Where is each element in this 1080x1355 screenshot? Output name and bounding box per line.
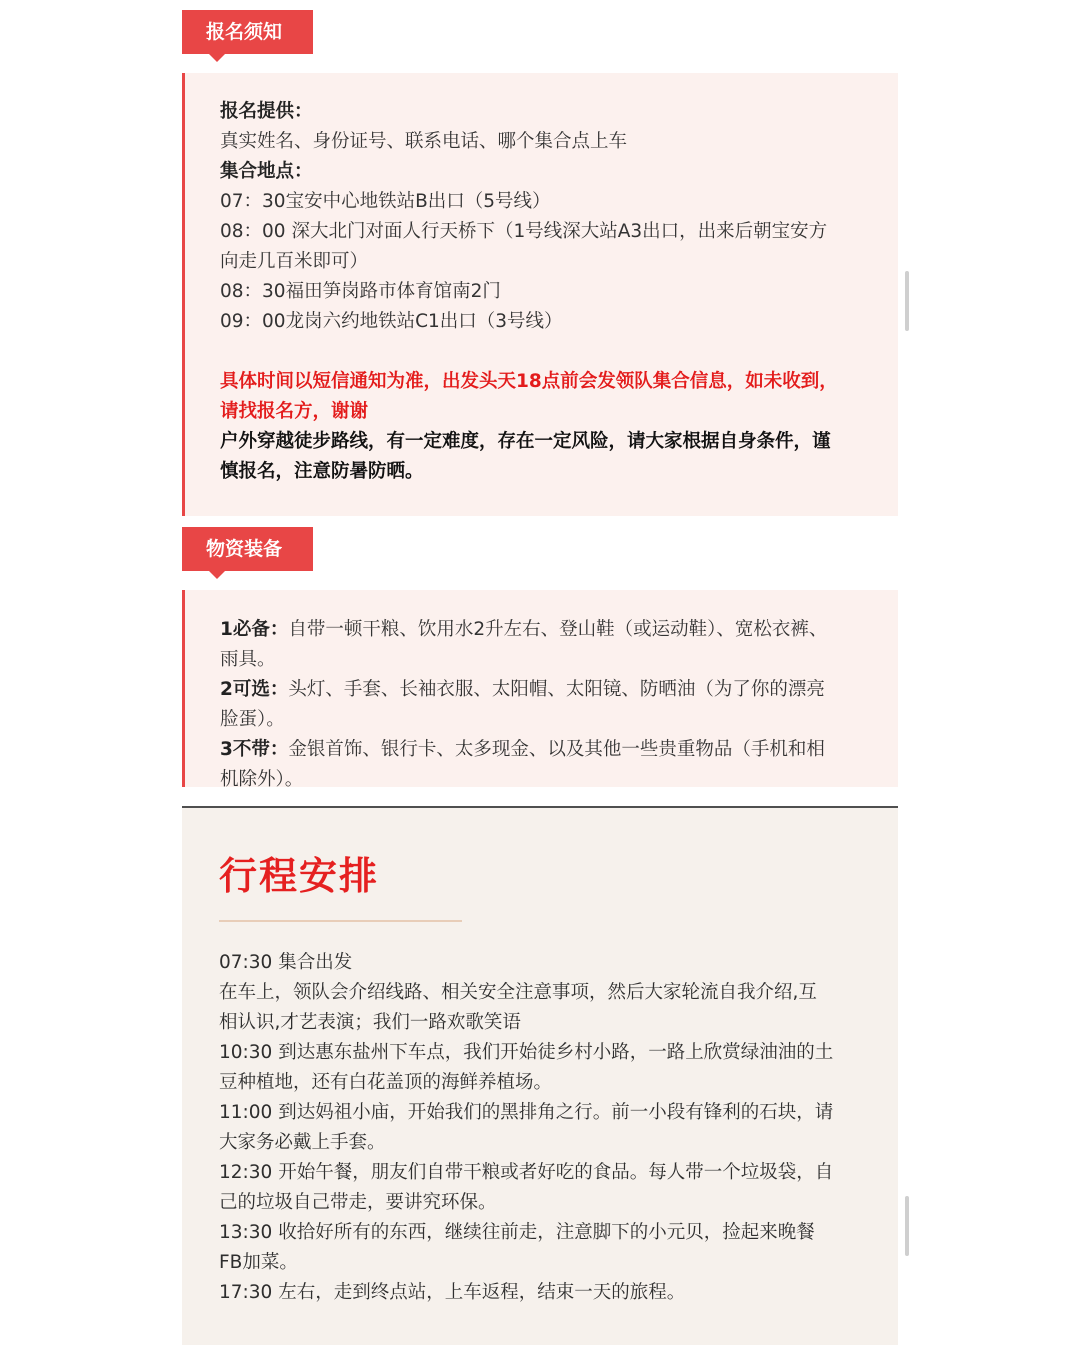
schedule-line: 12:30 开始午餐，朋友们自带干粮或者好吃的食品。每人带一个垃圾袋，自 [219,1162,834,1183]
schedule-panel [182,808,898,1345]
schedule-title: 行程安排 [219,853,380,898]
scrollbar-thumb[interactable] [905,271,909,331]
provide-text: 真实姓名、身份证号、联系电话、哪个集合点上车 [220,131,628,152]
meet-line: 08：00 深大北门对面人行天桥下（1号线深大站A3出口，出来后朝宝安方 [220,221,828,242]
section-tag-equipment: 物资装备 [182,527,313,571]
title-underline [219,920,462,922]
schedule-line: 13:30 收拾好所有的东西，继续往前走，注意脚下的小元贝，捡起来晚餐 [219,1222,815,1243]
meet-line: 09：00龙岗六约地铁站C1出口（3号线） [220,311,563,332]
schedule-line: FB加菜。 [219,1252,298,1273]
equipment-cont: 机除外）。 [220,769,304,787]
section-tag-registration: 报名须知 [182,10,313,54]
notice-black-line: 慎报名，注意防暑防晒。 [220,461,424,482]
notice-red-line: 具体时间以短信通知为准，出发头天18点前会发领队集合信息，如未收到， [220,371,838,392]
provide-label: 报名提供： [220,101,313,122]
schedule-line: 07:30 集合出发 [219,952,353,973]
schedule-line: 豆种植地，还有白花盖顶的海鲜养植场。 [219,1072,553,1093]
meet-label: 集合地点： [220,161,313,182]
equipment-item [220,735,870,765]
registration-notice-card [182,73,898,516]
schedule-line: 己的垃圾自己带走，要讲究环保。 [219,1192,497,1213]
equipment-label: 1必备： [220,619,289,640]
equipment-card [182,590,898,787]
schedule-line: 大家务必戴上手套。 [219,1132,386,1153]
equipment-cont: 雨具。 [220,649,276,670]
scrollbar-thumb[interactable] [905,1196,909,1256]
schedule-line: 相认识,才艺表演；我们一路欢歌笑语 [219,1012,521,1033]
schedule-line: 17:30 左右，走到终点站，上车返程，结束一天的旅程。 [219,1282,686,1303]
schedule-line: 11:00 到达妈祖小庙，开始我们的黑排角之行。前一小段有锋利的石块，请 [219,1102,834,1123]
equipment-text: 自带一顿干粮、饮用水2升左右、登山鞋（或运动鞋）、宽松衣裤、 [288,619,828,640]
equipment-cont: 脸蛋）。 [220,709,285,730]
schedule-line: 10:30 到达惠东盐州下车点，我们开始徒乡村小路，一路上欣赏绿油油的土 [219,1042,834,1063]
meet-line: 07：30宝安中心地铁站B出口（5号线） [220,191,551,212]
equipment-label: 3不带： [220,739,289,760]
equipment-label: 2可选： [220,679,289,700]
equipment-item [220,675,870,705]
schedule-line: 在车上，领队会介绍线路、相关安全注意事项，然后大家轮流自我介绍,互 [219,982,817,1003]
notice-black-line: 户外穿越徒步路线，有一定难度，存在一定风险，请大家根据自身条件，谨 [220,431,831,452]
equipment-text: 头灯、手套、长袖衣服、太阳帽、太阳镜、防晒油（为了你的漂亮 [288,679,825,700]
meet-line: 08：30福田笋岗路市体育馆南2门 [220,281,501,302]
meet-line: 向走几百米即可） [220,251,369,272]
equipment-item [220,615,870,645]
notice-red-line: 请找报名方，谢谢 [220,401,369,422]
equipment-text: 金银首饰、银行卡、太多现金、以及其他一些贵重物品（手机和相 [288,739,825,760]
